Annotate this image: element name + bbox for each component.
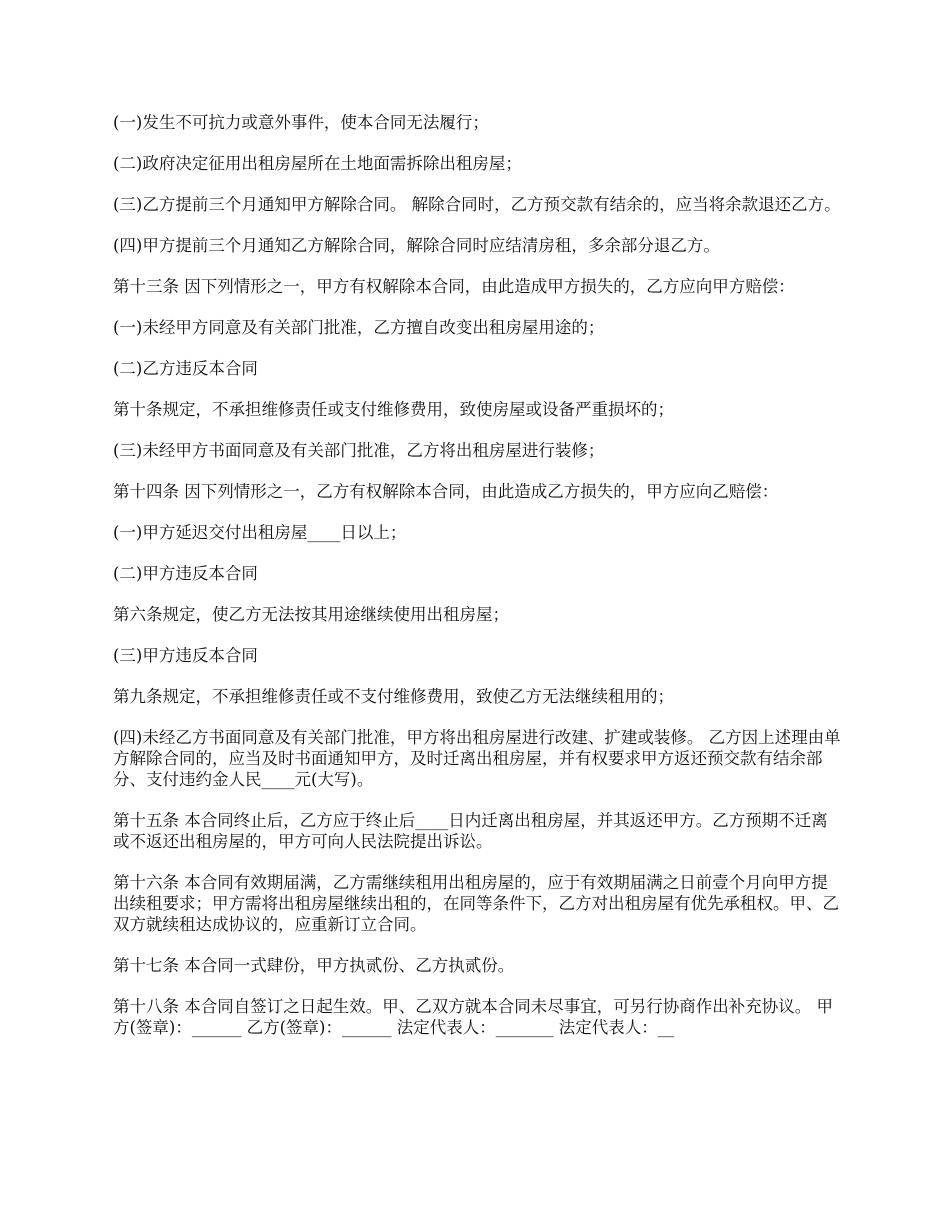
clause-paragraph: (二)甲方违反本合同 bbox=[113, 564, 258, 583]
article-15-paragraph: 第十五条 本合同终止后，乙方应于终止后____日内迁离出租房屋，并其返还甲方。乙方预期不迁离或不返还出租房屋的，甲方可向人民法院提出诉讼。 bbox=[113, 811, 828, 851]
clause-paragraph: 第九条规定，不承担维修责任或不支付维修费用，致使乙方无法继续租用的； bbox=[113, 687, 674, 706]
clause-paragraph: (一)发生不可抗力或意外事件，使本合同无法履行； bbox=[113, 113, 489, 132]
clause-paragraph: (一)未经甲方同意及有关部门批准，乙方擅自改变出租房屋用途的； bbox=[113, 318, 605, 337]
clause-paragraph: (二)政府决定征用出租房屋所在土地面需拆除出租房屋； bbox=[113, 154, 522, 173]
clause-paragraph: (三)未经甲方书面同意及有关部门批准，乙方将出租房屋进行装修； bbox=[113, 441, 605, 460]
document-body bbox=[113, 112, 841, 1058]
clause-paragraph: (四)未经乙方书面同意及有关部门批准，甲方将出租房屋进行改建、扩建或装修。 乙方因上述理由单方解除合同的，应当及时书面通知甲方，及时迁离出租房屋，并有权要求甲方返还预交款有结余部分、支付违约金人民____元(大写)。 bbox=[113, 728, 841, 789]
clause-paragraph: (一)甲方延迟交付出租房屋____日以上； bbox=[113, 523, 407, 542]
article-14-paragraph: 第十四条 因下列情形之一，乙方有权解除本合同，由此造成乙方损失的，甲方应向乙赔偿： bbox=[113, 482, 779, 501]
clause-paragraph: 第六条规定，使乙方无法按其用途继续使用出租房屋； bbox=[113, 605, 509, 624]
article-16-paragraph: 第十六条 本合同有效期届满，乙方需继续租用出租房屋的，应于有效期届满之日前壹个月向甲方提出续租要求；甲方需将出租房屋继续出租的，在同等条件下，乙方对出租房屋有优先承租权。甲、乙双方就续租达成协议的，应重新订立合同。 bbox=[113, 873, 839, 934]
article-17-paragraph: 第十七条 本合同一式肆份，甲方执贰份、乙方执贰份。 bbox=[113, 956, 515, 975]
clause-paragraph: (三)乙方提前三个月通知甲方解除合同。 解除合同时，乙方预交款有结余的，应当将余款退还乙方。 bbox=[113, 195, 841, 214]
article-13-paragraph: 第十三条 因下列情形之一，甲方有权解除本合同，由此造成甲方损失的，乙方应向甲方赔偿： bbox=[113, 277, 795, 296]
clause-paragraph: (三)甲方违反本合同 bbox=[113, 646, 258, 665]
article-18-signature-paragraph: 第十八条 本合同自签订之日起生效。甲、乙双方就本合同未尽事宜，可另行协商作出补充协议。 甲方(签章)：______ 乙方(签章)：______ 法定代表人：_______ 法定代表人：__ bbox=[113, 997, 833, 1037]
clause-paragraph: (二)乙方违反本合同 bbox=[113, 359, 258, 378]
clause-paragraph: 第十条规定，不承担维修责任或支付维修费用，致使房屋或设备严重损坏的； bbox=[113, 400, 674, 419]
clause-paragraph: (四)甲方提前三个月通知乙方解除合同，解除合同时应结清房租，多余部分退乙方。 bbox=[113, 236, 720, 255]
